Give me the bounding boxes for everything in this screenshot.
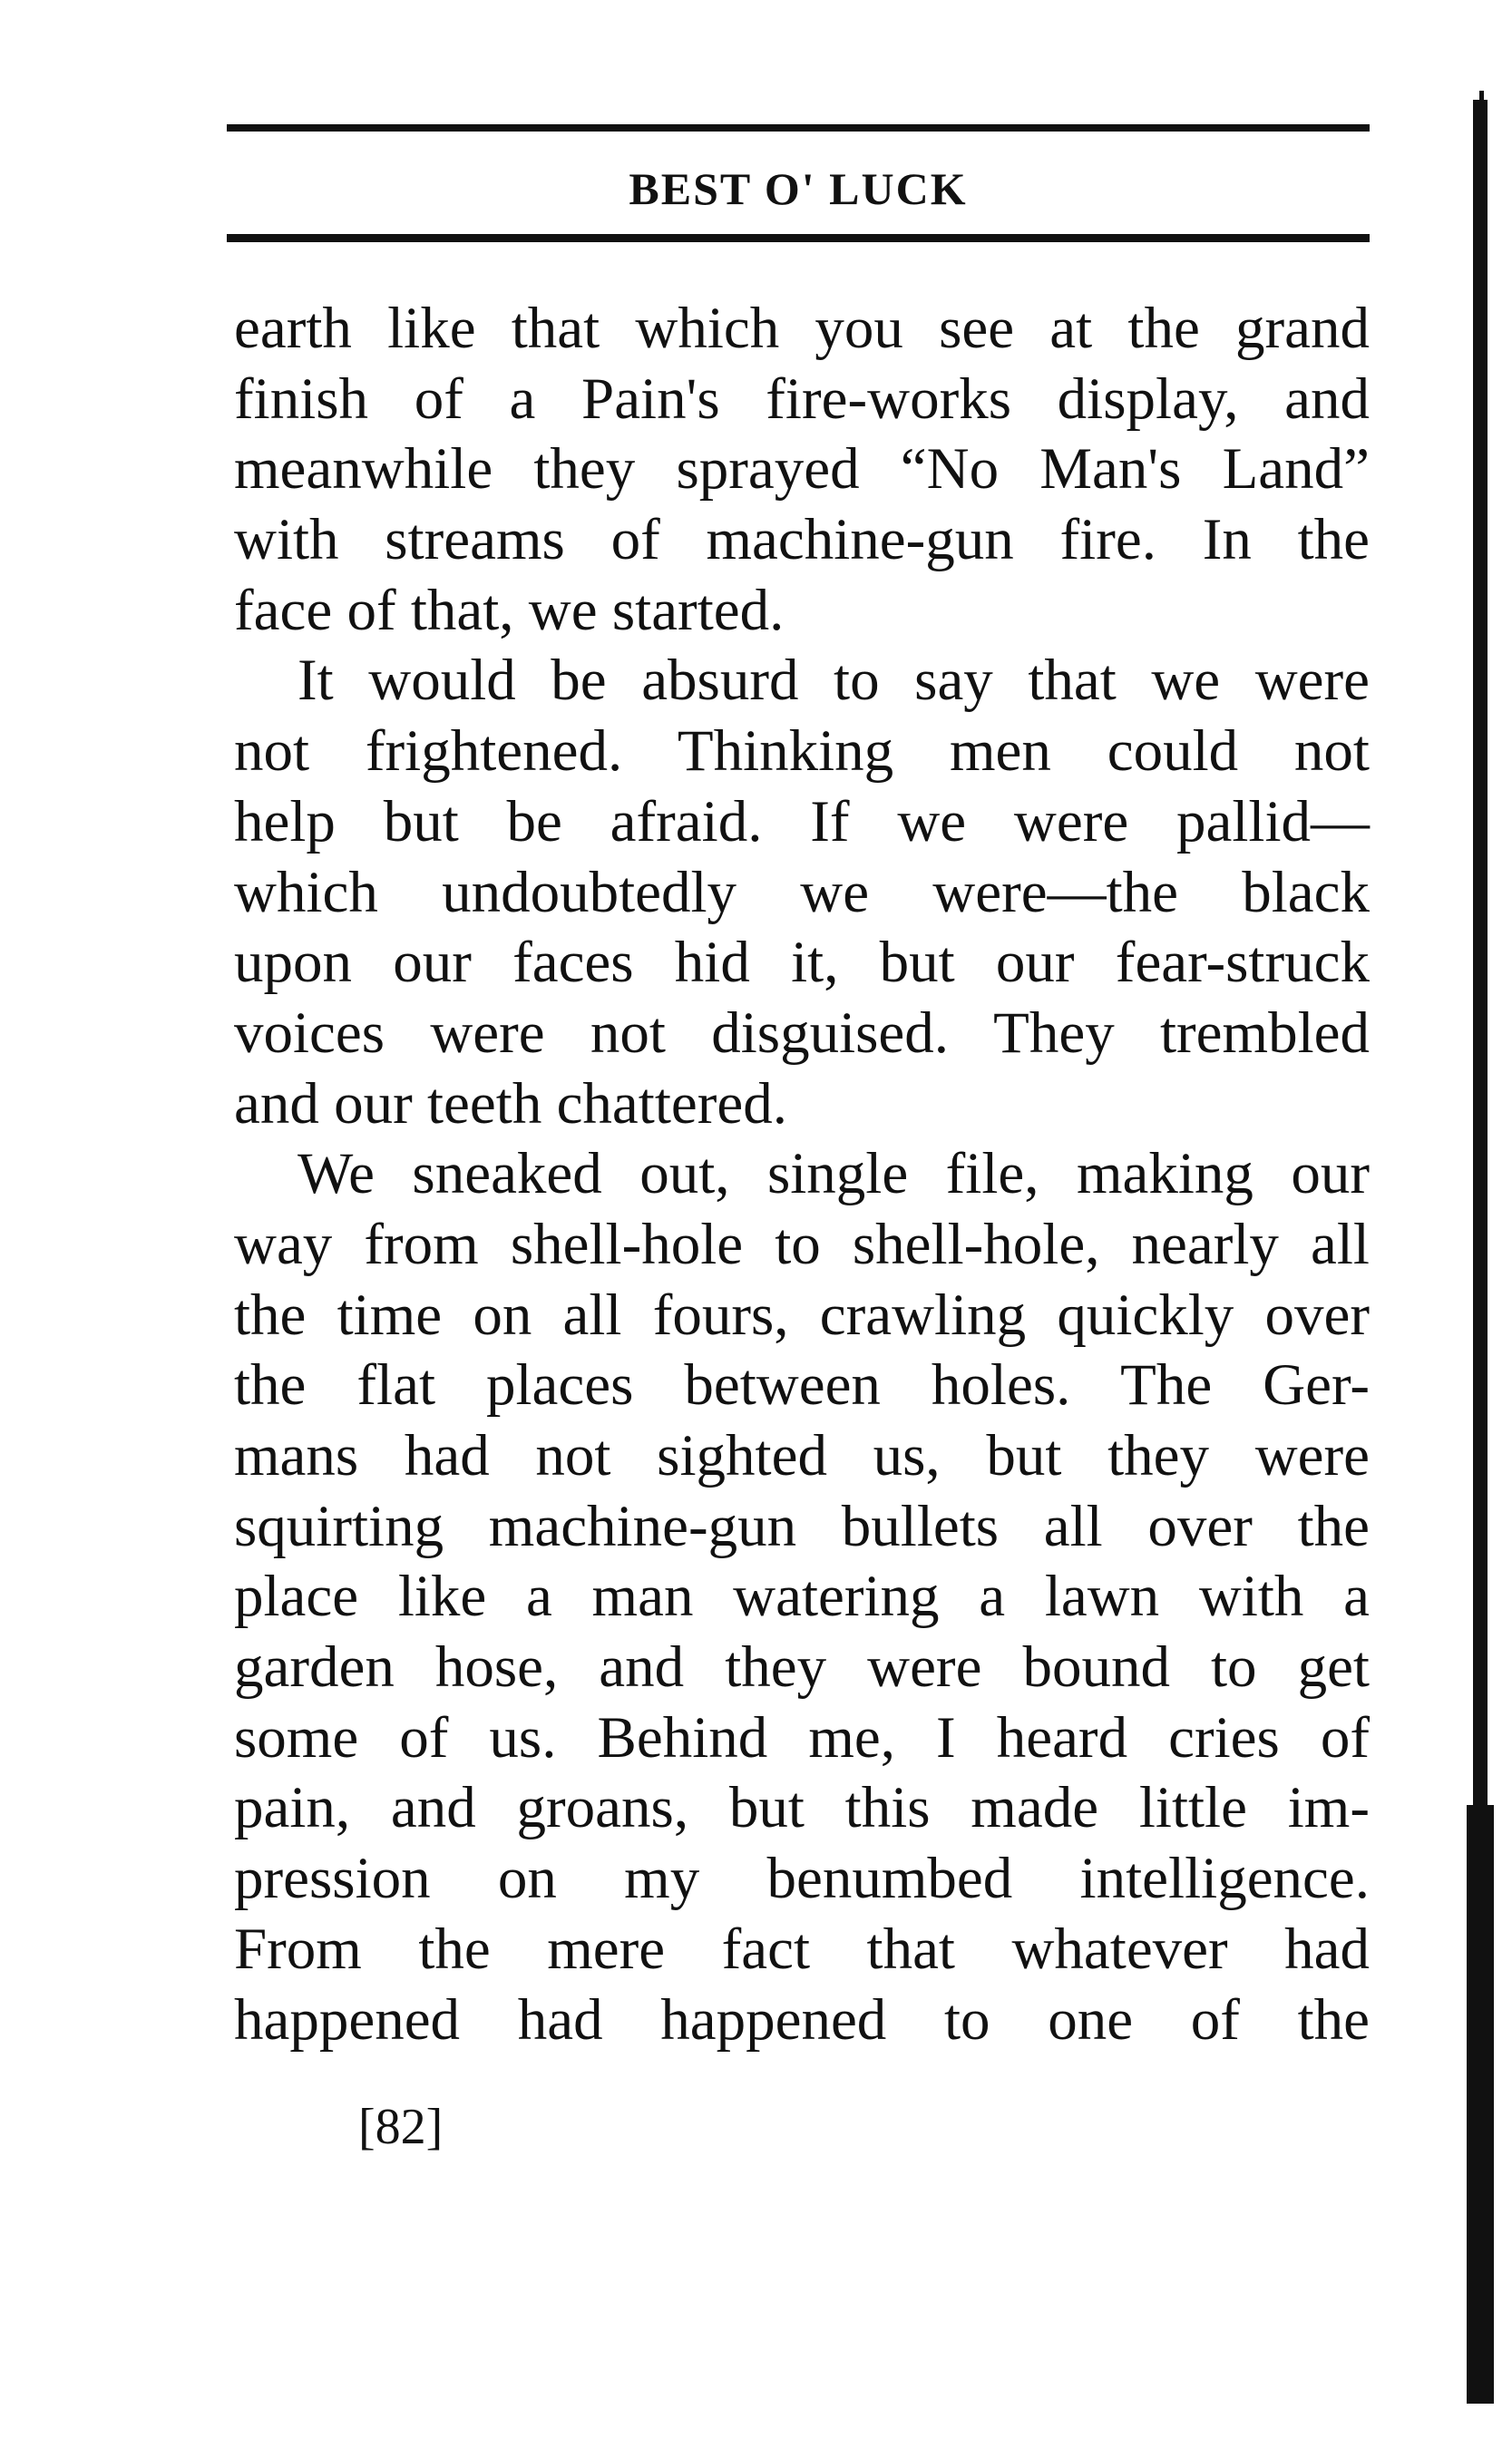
text-line: some of us. Behind me, I heard cries of	[234, 1704, 1370, 1771]
text-line: squirting machine-gun bullets all over the	[234, 1493, 1370, 1559]
paragraph-start-line: We sneaked out, single file, making our	[298, 1141, 1370, 1207]
text-line: with streams of machine-gun fire. In the	[234, 507, 1370, 573]
text-line: not frightened. Thinking men could not	[234, 718, 1370, 785]
text-line: help but be afraid. If we were pallid—	[234, 788, 1370, 854]
text-line: From the mere fact that whatever had	[234, 1916, 1370, 1982]
text-line: pression on my benumbed intelligence.	[234, 1846, 1370, 1912]
text-line: mans had not sighted us, but they were	[234, 1423, 1370, 1488]
text-line: face of that, we started.	[234, 577, 785, 643]
text-line: happened had happened to one of the	[234, 1986, 1370, 2053]
text-line: the time on all fours, crawling quickly over	[234, 1282, 1370, 1348]
text-line: voices were not disguised. They trembled	[234, 1000, 1370, 1066]
text-line: and our teeth chattered.	[234, 1070, 787, 1137]
page-body-text	[234, 294, 1370, 2055]
text-line: earth like that which you see at the grand	[234, 296, 1370, 361]
text-line: way from shell-hole to shell-hole, nearly all	[234, 1211, 1370, 1277]
running-title: BEST O' LUCK	[629, 163, 968, 214]
text-line: pain, and groans, but this made little im-	[234, 1775, 1370, 1841]
page-edge-shadow	[1467, 1805, 1494, 2404]
page-edge-shadow	[1473, 100, 1488, 1805]
text-line: which undoubtedly we were—the black	[234, 859, 1370, 925]
text-line: place like a man watering a lawn with a	[234, 1564, 1370, 1630]
text-line: finish of a Pain's fire-works display, and	[234, 366, 1370, 432]
text-line: garden hose, and they were bound to get	[234, 1634, 1370, 1701]
text-line: the flat places between holes. The Ger-	[234, 1352, 1370, 1419]
text-line: upon our faces hid it, but our fear-struck	[234, 930, 1370, 996]
page-number: [82]	[358, 2099, 444, 2155]
header-rule-top	[227, 124, 1370, 132]
header-rule-bottom	[227, 234, 1370, 242]
text-line: meanwhile they sprayed “No Man's Land”	[234, 436, 1370, 502]
paragraph-start-line: It would be absurd to say that we were	[298, 648, 1370, 714]
